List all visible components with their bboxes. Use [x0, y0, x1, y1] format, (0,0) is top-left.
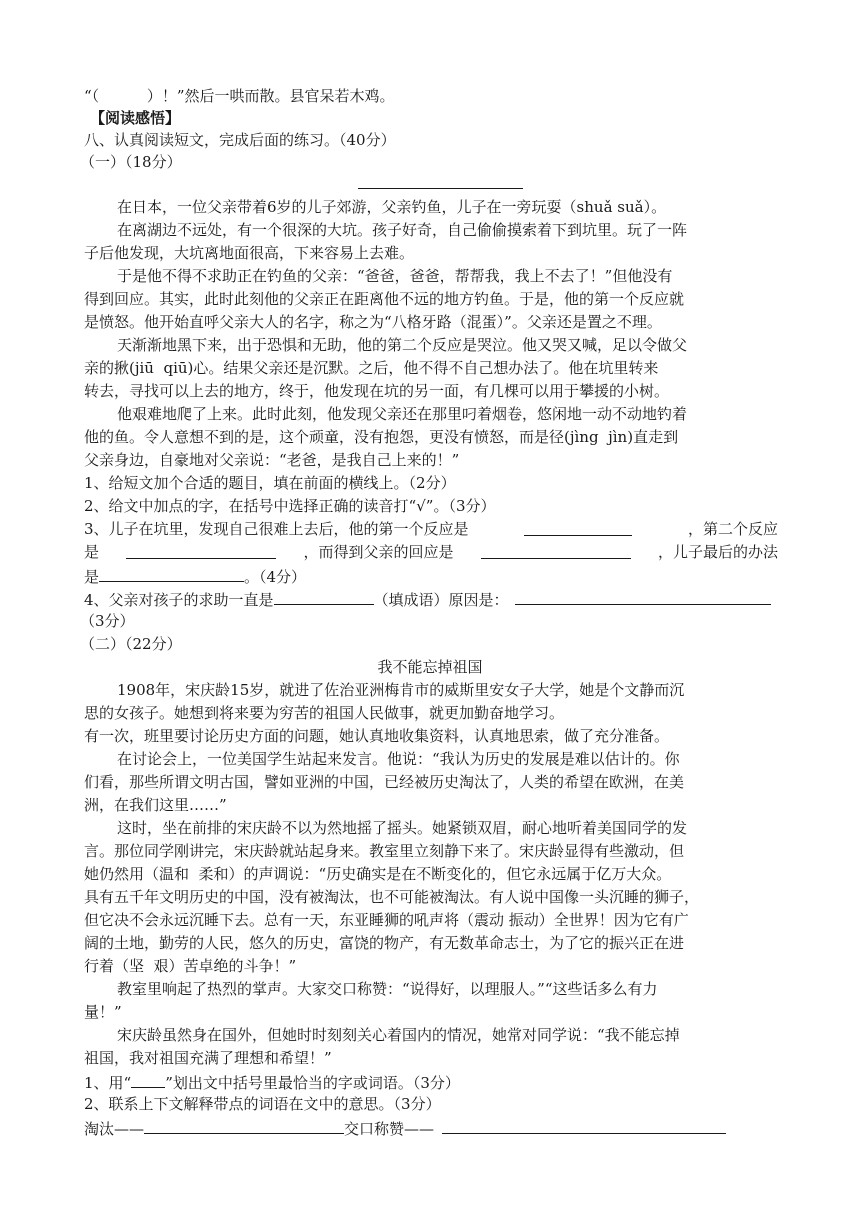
answer-blank-taotai[interactable]	[144, 1117, 344, 1134]
passage-two-para-5-line-2: 量！”	[84, 1003, 122, 1021]
answer-blank-first-reaction[interactable]	[524, 519, 632, 536]
answer-blank-father-response[interactable]	[481, 542, 631, 559]
answer-blank-final-method[interactable]	[99, 565, 244, 582]
question-4-text-b: （填成语）原因是：	[373, 591, 509, 609]
passage-one-para-5-line-3: 父亲身边，自豪地对父亲说：“老爸，是我自己上来的！”	[84, 451, 460, 469]
question-4-score: （3分）	[80, 612, 135, 630]
passage-one-para-3-line-2: 得到回应。其实，此时此刻他的父亲正在距离他不远的地方钓鱼。于是，他的第一个反应就	[84, 290, 685, 308]
passage-one-para-2-line-1: 在离湖边不远处，有一个很深的大坑。孩子好奇，自己偷偷摸索着下到坑里。玩了一阵	[117, 221, 688, 239]
question-3-text-c: 是	[84, 543, 100, 561]
question-1: 1、给短文加个合适的题目，填在前面的横线上。（2分）	[84, 474, 456, 492]
passage-one-para-1: 在日本，一位父亲带着6岁的儿子郊游，父亲钓鱼，儿子在一旁玩耍（shuǎ suǎ）。	[117, 198, 667, 216]
passage-two-para-4-line-1: 这时，坐在前排的宋庆龄不以为然地摇了摇头。她紧锁双眉，耐心地听着美国同学的发	[117, 819, 688, 837]
question-3-line-1	[84, 519, 778, 540]
passage-one-para-3-line-1: 于是他不得不求助正在钓鱼的父亲：“爸爸，爸爸，帮帮我，我上不去了！”但他没有	[117, 267, 673, 285]
passage-one-para-4-line-3: 转去，寻找可以上去的地方，终于，他发现在坑的另一面，有几棵可以用于攀援的小树。	[84, 382, 670, 400]
part-one-heading: （一）（18分）	[80, 153, 182, 171]
passage-two-para-4-line-4: 具有五千年文明历史的中国，没有被淘汰，也不可能被淘汰。有人说中国像一头沉睡的狮子，	[84, 888, 700, 906]
passage-one-para-4-line-1: 天渐渐地黑下来，出于恐惧和无助，他的第二个反应是哭泣。他又哭又喊，足以令做父	[117, 336, 688, 354]
passage-two-para-4-line-7: 行着（坚 艰）苦卓绝的斗争！”	[84, 957, 297, 975]
passage-two-para-3-line-2: 们看，那些所谓文明古国，譬如亚洲的中国，已经被历史淘汰了，人类的希望在欧洲，在美	[84, 773, 685, 791]
question-3-line-2	[84, 542, 778, 563]
question-4-text-a: 4、父亲对孩子的求助一直是	[84, 591, 274, 609]
passage-two-question-1	[84, 1071, 460, 1092]
question-3-text-e: ，儿子最后的办法	[657, 543, 778, 561]
section-heading-reading: 【阅读感悟】	[90, 109, 181, 127]
question-3-text-g: 。（4分）	[244, 568, 307, 586]
passage-two-para-6-line-2: 祖国，我对祖国充满了理想和希望！”	[84, 1049, 332, 1067]
passage-two-para-3-line-1: 在讨论会上，一位美国学生站起来发言。他说：“我认为历史的发展是难以估计的。你	[117, 750, 680, 768]
answer-blank-jiaokou[interactable]	[442, 1117, 726, 1134]
answer-blank-second-reaction[interactable]	[126, 542, 276, 559]
passage-one-para-2-line-2: 子后他发现，大坑离地面很高，下来容易上去难。	[84, 244, 415, 262]
passage-one-para-4-line-2: 亲的揪(jiū qiū)心。结果父亲还是沉默。之后，他不得不自己想办法了。他在坑里转来	[84, 359, 659, 377]
passage-two-para-3-line-3: 洲，在我们这里……”	[84, 796, 227, 814]
term-jiaokou-label: 交口称赞——	[344, 1120, 435, 1138]
passage-two-para-4-line-6: 阔的土地，勤劳的人民，悠久的历史，富饶的物产，有无数革命志士，为了它的振兴正在进	[84, 934, 685, 952]
question-3-text-f: 是	[84, 568, 100, 586]
passage-two-question-1-text-a: 1、用“	[84, 1074, 132, 1092]
question-3-text-d: ，而得到父亲的回应是	[303, 543, 454, 561]
passage-two-para-1-line-2: 思的女孩子。她想到将来要为穷苦的祖国人民做事，就更加勤奋地学习。	[84, 704, 565, 722]
passage-two-para-1-line-1: 1908年，宋庆龄15岁，就进了佐治亚洲梅肯市的威斯里安女子大学，她是个文静而沉	[117, 681, 685, 699]
passage-two-para-6-line-1: 宋庆龄虽然身在国外，但她时时刻刻关心着国内的情况，她常对同学说：“我不能忘掉	[117, 1026, 680, 1044]
passage-one-para-5-line-2: 他的鱼。令人意想不到的是，这个顽童，没有抱怨，更没有愤怒，而是径(jìng jìn)直走到	[84, 428, 679, 446]
term-taotai-label: 淘汰——	[84, 1120, 145, 1138]
passage-two-title: 我不能忘掉祖国	[377, 658, 483, 676]
passage-two-para-4-line-3: 她仍然用（温和 柔和）的声调说：“历史确实是在不断变化的，但它永远属于亿万大众。	[84, 865, 672, 883]
passage-two-question-2: 2、联系上下文解释带点的词语在文中的意思。（3分）	[84, 1095, 441, 1113]
passage-two-para-2: 有一次，班里要讨论历史方面的问题，她认真地收集资料，认真地思索，做了充分准备。	[84, 727, 670, 745]
passage-two-question-1-text-b: ”划出文中括号里最恰当的字或词语。（3分）	[165, 1074, 460, 1092]
passage-two-question-2-answers	[84, 1117, 726, 1138]
question-3-text-b: ，第二个反应	[687, 520, 778, 538]
exercise-eight-instruction: 八、认真阅读短文，完成后面的练习。（40分）	[84, 131, 396, 149]
question-3-text-a: 3、儿子在坑里，发现自己很难上去后，他的第一个反应是	[84, 520, 469, 538]
passage-one-para-5-line-1: 他艰难地爬了上来。此时此刻，他发现父亲还在那里叼着烟卷，悠闲地一动不动地钓着	[117, 405, 688, 423]
question-3-line-3	[84, 565, 306, 586]
question-4-line-1	[84, 588, 771, 609]
question-2: 2、给文中加点的字，在括号中选择正确的读音打“√”。（3分）	[84, 497, 496, 515]
passage-two-para-4-line-2: 言。那位同学刚讲完，宋庆龄就站起身来。教室里立刻静下来了。宋庆龄显得有些激动，但	[84, 842, 685, 860]
part-two-heading: （二）（22分）	[80, 635, 182, 653]
answer-blank-idiom[interactable]	[274, 588, 374, 605]
passage-two-para-4-line-5: 但它决不会永远沉睡下去。总有一天，东亚睡狮的吼声将（震动 振动）全世界！因为它有广	[84, 911, 689, 929]
passage-two-para-5-line-1: 教室里响起了热烈的掌声。大家交口称赞：“说得好，以理服人。”“这些话多么有力	[117, 980, 658, 998]
passage-one-para-3-line-3: 是愤怒。他开始直呼父亲大人的名字，称之为“八格牙路（混蛋）”。父亲还是置之不理。	[84, 313, 662, 331]
story-ending-line: “（ ）！”然后一哄而散。县官呆若木鸡。	[84, 87, 395, 105]
underline-mark-sample	[131, 1071, 165, 1088]
title-blank-line[interactable]	[358, 188, 523, 189]
answer-blank-reason[interactable]	[515, 588, 771, 605]
